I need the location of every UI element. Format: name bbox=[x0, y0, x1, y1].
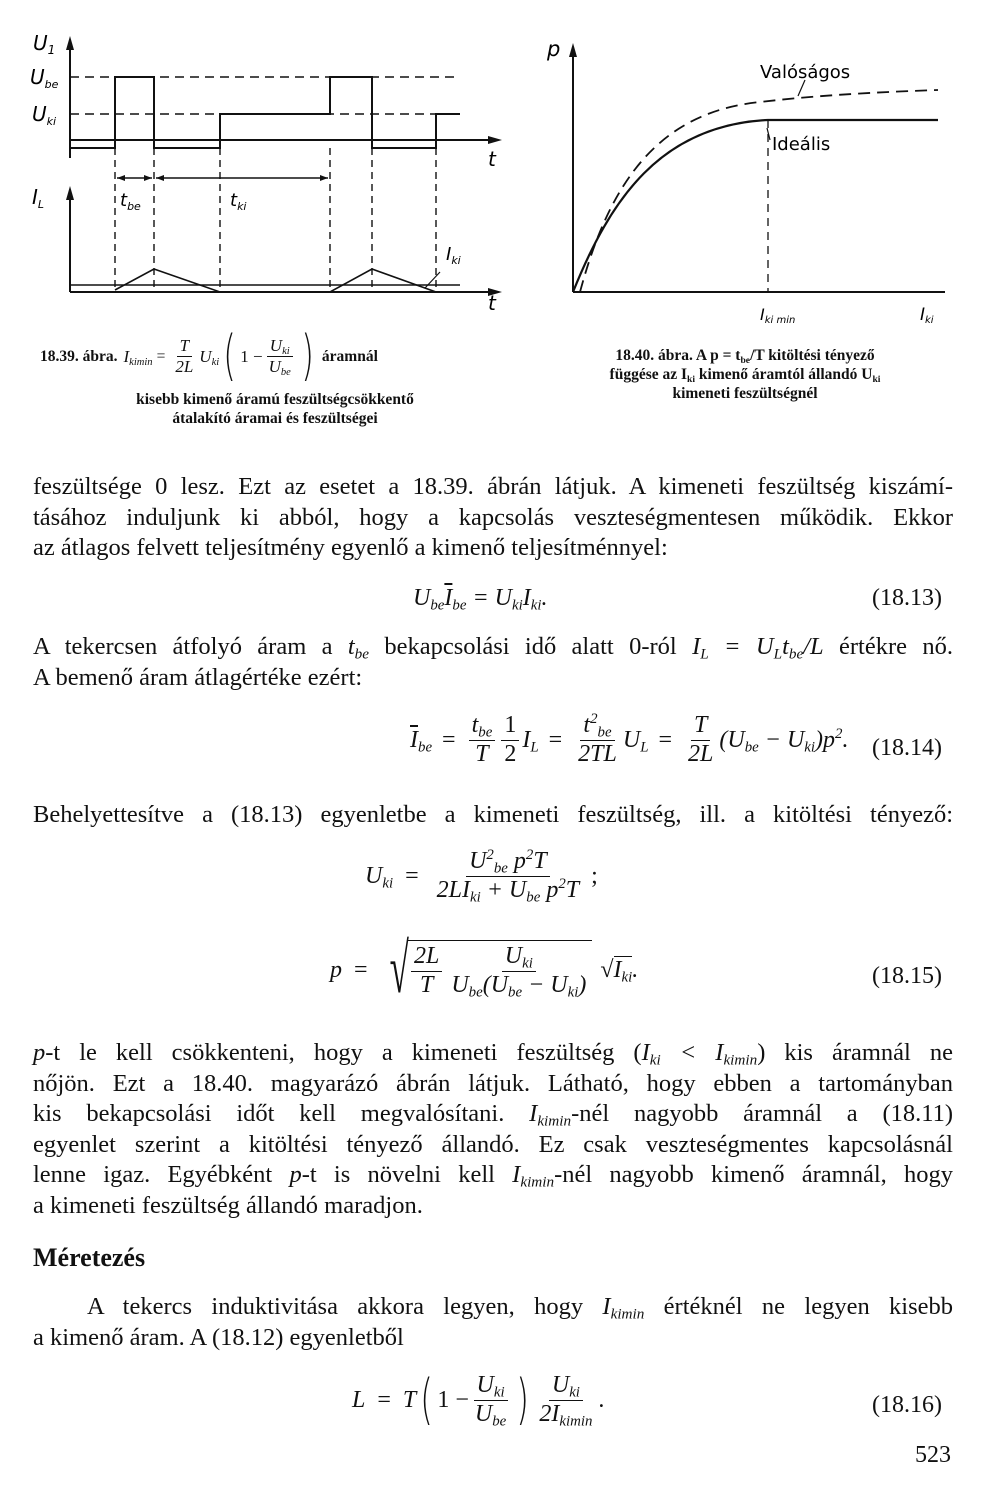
caption-ikimin: $I_{kimin}$ bbox=[123, 346, 153, 368]
equation-18-15b: p = √ $\frac{2L}{T}$ $\frac{U_{ki}}{U_{be}(U_{be} - U_{ki})}$ $√I_{ki}$. bbox=[330, 931, 639, 1008]
current-waveform bbox=[115, 269, 436, 292]
caption-line-3: átalakító áramai és feszültségei bbox=[172, 410, 378, 427]
t-label-top: t bbox=[488, 147, 496, 171]
paragraph-5: A tekercs induktivitása akkora legyen, hogy $I_{kimin}$ értéknél ne legyen kisebb a kimenő áram. A (18.12) egyenletből bbox=[33, 1293, 953, 1351]
tbe-label: $t_{be}$ bbox=[120, 190, 141, 213]
p-label: p bbox=[547, 37, 561, 61]
figure-18-40-caption: 18.40. ábra. A $p = t_{be}/T$ kitöltési tényező függése az $I_{ki}$ kimenő áramtól állandó $U_{ki}$ kimeneti feszültségnél bbox=[609, 347, 881, 402]
ideal-label: Ideális bbox=[772, 134, 831, 155]
uki-label: $U_{ki}$ bbox=[32, 102, 57, 128]
caption-number: 18.39. ábra. bbox=[40, 347, 118, 365]
paragraph-2: A tekercsen átfolyó áram a $t_{be}$ bekapcsolási idő alatt 0-ról $I_L = U_Lt_{be}/L$ értékre nő. A bemenő áram átlagértéke ezért: bbox=[33, 633, 954, 691]
u1-label: $U_1$ bbox=[33, 31, 56, 57]
tki-label: $t_{ki}$ bbox=[230, 190, 247, 213]
paragraph-1: feszültsége 0 lesz. Ezt az esetet a 18.39. ábrán látjuk. A kimeneti feszültség kiszámí- tásához induljunk ki abból, hogy a kapcsolás veszteségmentesen működik. Ekkor az átlagos felvett teljesítmény egyenlő a kimenő teljesítménnyel: bbox=[33, 473, 953, 561]
figure-18-39-caption: 18.39. ábra. $I_{kimin}$ = $\frac{T}{2L}$ $U_{ki}$ ( 1 − $\frac{U_{ki}}{U_{be}}$ ) áramnál kisebb kimenő áramú feszültségcsökkentő átalakító áramai és feszültségei bbox=[40, 318, 510, 428]
il-label: $I_L$ bbox=[32, 185, 45, 211]
iki-axis-label: Iki bbox=[920, 305, 934, 326]
real-label: Valóságos bbox=[760, 62, 851, 83]
paragraph-3: Behelyettesítve a (18.13) egyenletbe a kimeneti feszültség, ill. a kitöltési tényező: bbox=[33, 801, 953, 828]
voltage-waveform bbox=[70, 77, 460, 148]
figure-18-40-plot bbox=[520, 20, 980, 330]
section-heading: Méretezés bbox=[33, 1243, 146, 1272]
iki-label: $I_{ki}$ bbox=[446, 244, 461, 267]
ikimin-label: Iki min bbox=[760, 305, 796, 326]
il-axis-arrow-icon bbox=[66, 186, 74, 200]
equation-18-14: $\overline{I}_{be}$ = $\frac{t_{be}}{T}$ $\frac{1}{2}$ $I_L$ = $\frac{t^2_{be}}{2TL}$ $U_L$ = $\frac{T}{2L}$ $(U_{be} - U_{ki})p^2$. bbox=[410, 711, 849, 767]
equation-number-18-15: (18.15) bbox=[872, 963, 942, 989]
t-label-bottom: t bbox=[488, 291, 496, 315]
equation-number-18-16: (18.16) bbox=[872, 1392, 942, 1418]
equation-18-15a: $U_{ki}$ = $\frac{U^2_{be} p^2T}{2LI_{ki} + U_{be} p^2T}$ ; bbox=[365, 847, 598, 906]
page-number: 523 bbox=[915, 1442, 951, 1468]
figure-18-39-waveforms bbox=[20, 20, 520, 320]
equation-number-18-14: (18.14) bbox=[872, 735, 942, 761]
caption-line-2: kisebb kimenő áramú feszültségcsökkentő bbox=[136, 391, 414, 408]
equation-18-13: $U_{be}\overline{I}_{be} = U_{ki}I_{ki}$. bbox=[413, 585, 548, 614]
p-axis-arrow-icon bbox=[569, 43, 577, 57]
t-axis-top-arrow-icon bbox=[488, 136, 502, 144]
ideal-curve bbox=[573, 120, 938, 292]
ube-label: $U_{be}$ bbox=[30, 65, 59, 91]
equation-18-16: L = T ( 1 − $\frac{U_{ki}}{U_{be}}$ ) $\frac{U_{ki}}{2I_{kimin}}$ . bbox=[352, 1367, 605, 1431]
paragraph-4: p-t le kell csökkenteni, hogy a kimeneti feszültség $(I_{ki} < I_{kimin})$ kis áramnál ne nőjön. Ezt a 18.40. magyarázó ábrán látjuk. Látható, hogy ebben a tartományban kis bekapcsolási időt kell megvalósítani. $I_{kimin}$-nél nagyobb áramnál a (18.11) egyenlet szerint a kitöltési tényező állandó. Ez csak veszteségmentes kapcsolásnál lenne igaz. Egyébként p-t is növelni kell $I_{kimin}$-nél nagyobb kimenő áramnál, hogy a kimeneti feszültség állandó maradjon. bbox=[33, 1039, 953, 1219]
equation-number-18-13: (18.13) bbox=[872, 585, 942, 611]
u-axis-arrow-icon bbox=[66, 36, 74, 50]
